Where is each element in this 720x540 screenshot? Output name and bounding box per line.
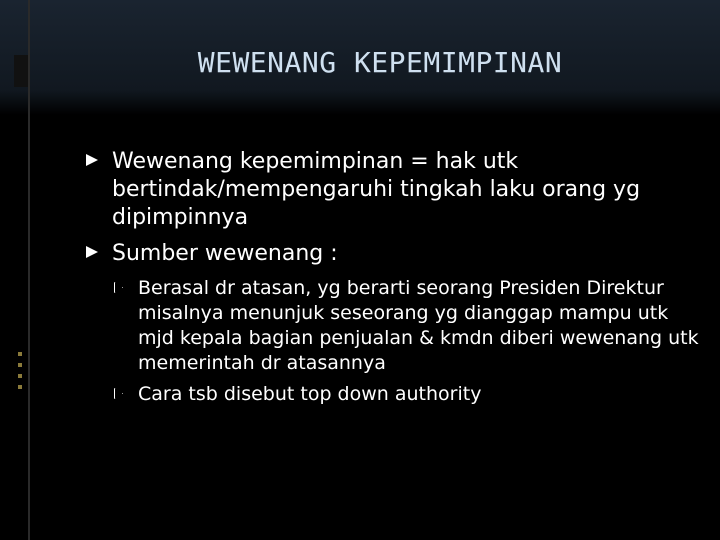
bullet-item [86,148,706,232]
slide-title: WEWENANG KEPEMIMPINAN [197,46,563,79]
sub-bullet-item [114,276,706,376]
deco-square [18,385,22,389]
deco-square [18,374,22,378]
slide-content [86,148,706,413]
sub-bullet-text: Berasal dr atasan, yg berarti seorang Presiden Direktur misalnya menunjuk seseorang yg dianggap mampu utk mjd kepala bagian penjualan & kmdn diberi wewenang utk memerintah dr atasannya [138,277,699,374]
sub-bullet-item [114,382,706,407]
bullet-item [86,240,706,268]
outline-triangle-icon [114,282,123,293]
title-marker-block [14,55,28,87]
bullet-text: Sumber wewenang : [112,241,338,266]
filled-triangle-icon [86,246,98,258]
outline-triangle-icon [114,388,123,399]
sub-bullet-text: Cara tsb disebut top down authority [138,383,482,405]
decorative-squares [18,352,28,396]
bullet-text: Wewenang kepemimpinan = hak utk bertindak/mempengaruhi tingkah laku orang yg dipimpinnya [112,149,641,230]
filled-triangle-icon [86,154,98,166]
left-stripe [28,0,30,540]
deco-square [18,352,22,356]
deco-square [18,363,22,367]
